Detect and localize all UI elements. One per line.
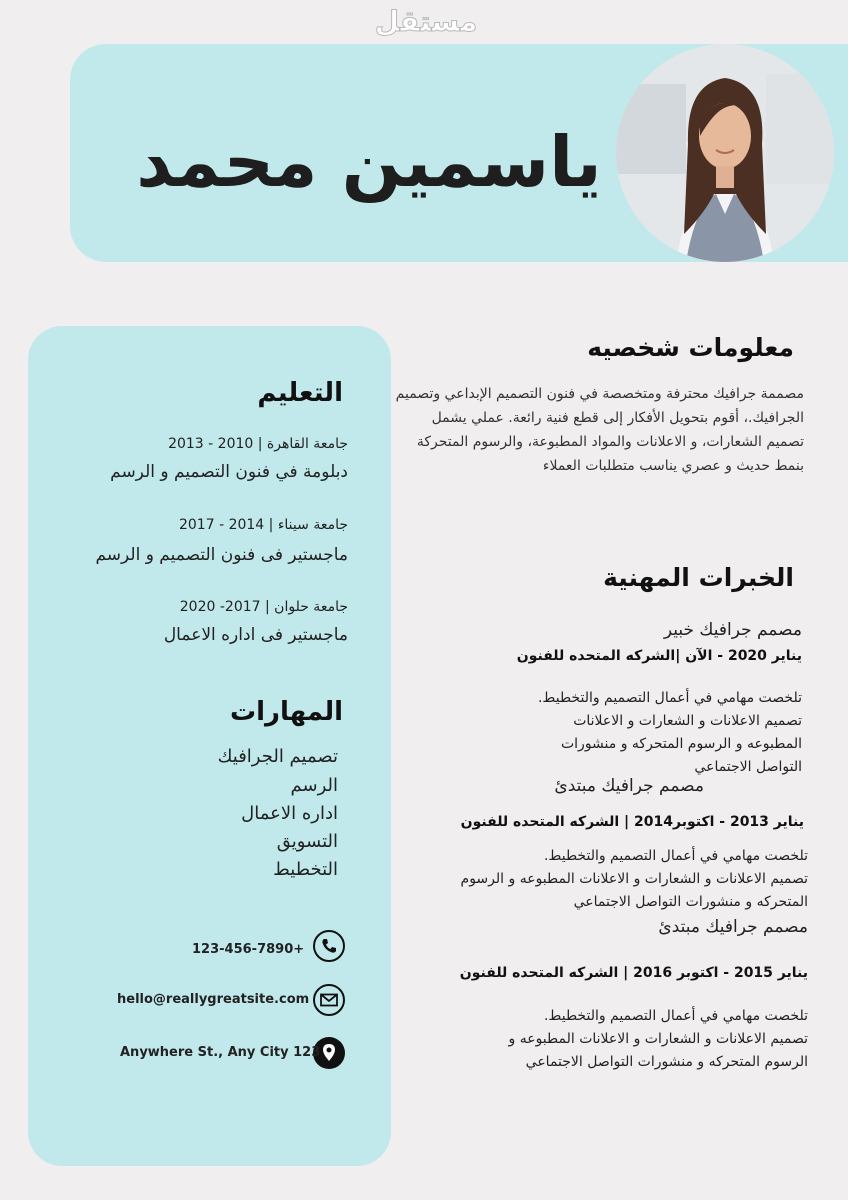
job-2-meta: يناير 2013 - اكتوبر2014 | الشركه المتحده للفنون [460, 814, 804, 830]
skill-item-4: التسويق [276, 831, 338, 852]
job-1-desc-line: تصميم الاعلانات و الشعارات و الاعلانات [573, 713, 802, 729]
job-1-desc-line: التواصل الاجتماعي [694, 759, 802, 775]
skill-item-5: التخطيط [273, 859, 338, 880]
email-icon [313, 984, 345, 1016]
skill-item-3: اداره الاعمال [241, 803, 338, 824]
education-item-1-degree: دبلومة في فنون التصميم و الرسم [110, 462, 348, 482]
job-2-title: مصمم جرافيك مبتدئ [554, 776, 704, 796]
job-3-title: مصمم جرافيك مبتدئ [658, 917, 808, 937]
job-3-meta: يناير 2015 - اكتوبر 2016 | الشركه المتحده للفنون [459, 965, 808, 981]
profile-text: مصممة جرافيك محترفة ومتخصصة في فنون التصميم الإبداعي وتصميم الجرافيك.، أقوم بتحويل الأفكار إلى قطع فنية رائعة. عملي يشمل تصميم الشعارات، و الاعلانات والمواد المطبوعة، والرسوم المتحركة بنمط حديث و عصري يناسب متطلبات العملاء [395, 386, 804, 474]
skill-item-1: تصميم الجرافيك [217, 746, 338, 767]
education-item-2-meta: جامعة سيناء | 2014 - 2017 [178, 517, 348, 533]
skill-item-2: الرسم [290, 775, 338, 796]
job-1-description [538, 687, 802, 779]
job-2-desc-line: المتحركه و منشورات التواصل الاجتماعي [573, 894, 808, 910]
skills-heading: المهارات [229, 697, 343, 727]
job-1-title: مصمم جرافيك خبير [663, 620, 802, 640]
job-2-description [461, 845, 808, 914]
job-3-desc-line: تلخصت مهامي في أعمال التصميم والتخطيط. [543, 1008, 808, 1024]
profile-photo-illustration [616, 44, 834, 262]
job-3-description [509, 1005, 809, 1074]
contact-phone[interactable]: 123-456-7890+ [192, 942, 305, 957]
watermark-line-1: مستقل [374, 5, 478, 38]
education-item-2-degree: ماجستير فى فنون التصميم و الرسم [95, 545, 348, 565]
contact-email[interactable]: hello@reallygreatsite.com [117, 992, 310, 1007]
email-icon-glyph [315, 986, 343, 1014]
candidate-name: ياسمين محمد [136, 121, 602, 203]
job-2-desc-line: تصميم الاعلانات و الشعارات و الاعلانات المطبوعه و الرسوم [460, 871, 808, 887]
education-heading: التعليم [257, 378, 343, 408]
job-2-desc-line: تلخصت مهامي في أعمال التصميم والتخطيط. [543, 848, 808, 864]
profile-photo [616, 44, 834, 262]
education-item-3-degree: ماجستير فى اداره الاعمال [163, 625, 348, 645]
education-item-3-meta: جامعة حلوان | 2017- 2020 [179, 599, 348, 615]
contact-address: Anywhere St., Any City 123 [120, 1045, 321, 1060]
experience-heading: الخبرات المهنية [603, 563, 794, 592]
job-3-desc-line: تصميم الاعلانات و الشعارات و الاعلانات المطبوعه و [508, 1031, 808, 1047]
phone-icon [313, 930, 345, 962]
job-1-desc-line: المطبوعه و الرسوم المتحركه و منشورات [560, 736, 802, 752]
profile-heading: معلومات شخصيه [587, 333, 794, 362]
education-item-1-meta: جامعة القاهرة | 2010 - 2013 [168, 436, 348, 452]
job-1-meta: يناير 2020 - الآن |الشركه المتحده للفنون [516, 648, 802, 664]
phone-icon-glyph [315, 932, 343, 960]
job-1-desc-line: تلخصت مهامي في أعمال التصميم والتخطيط. [537, 690, 802, 706]
job-3-desc-line: الرسوم المتحركه و منشورات التواصل الاجتماعي [525, 1054, 808, 1070]
